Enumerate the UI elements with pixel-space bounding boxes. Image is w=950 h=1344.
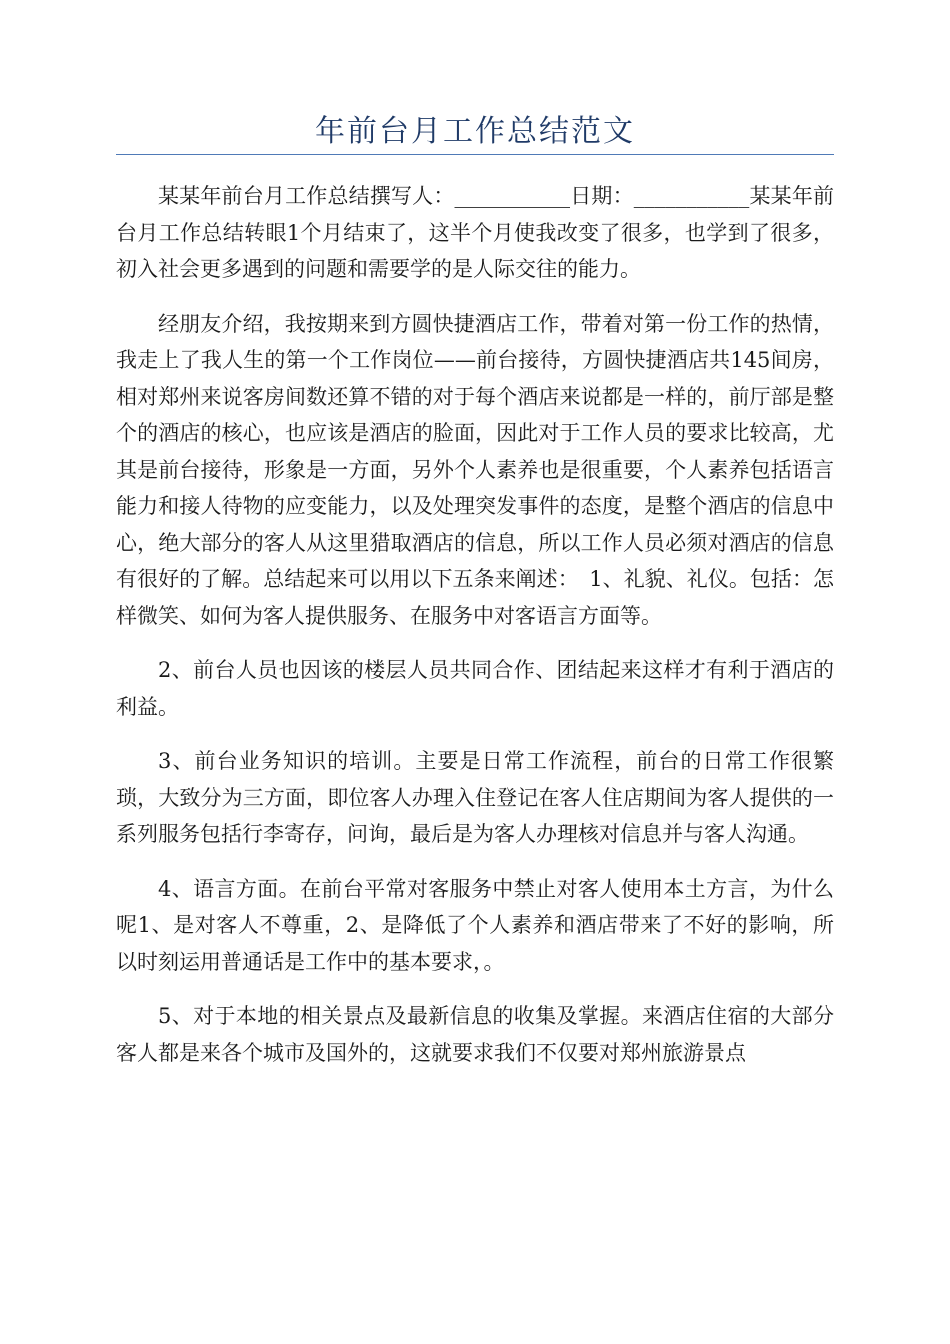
title-underline (116, 154, 834, 155)
paragraph-3: 2、前台人员也因该的楼层人员共同合作、团结起来这样才有利于酒店的利益。 (116, 658, 834, 719)
paragraph-5: 4、语言方面。在前台平常对客服务中禁止对客人使用本土方言，为什么呢1、是对客人不尊重，2、是降低了个人素养和酒店带来了不好的影响，所以时刻运用普通话是工作中的基本要求，。 (116, 876, 834, 974)
paragraph-1: 某某年前台月工作总结撰写人：___________日期：___________某某年前台月工作总结转眼1个月结束了，这半个月使我改变了很多，也学到了很多，初入社会更多遇到的问题和需要学的是人际交往的能力。 (116, 184, 834, 281)
document-title: 年前台月工作总结范文 (315, 114, 635, 149)
document-body (116, 178, 834, 1089)
paragraph-6: 5、对于本地的相关景点及最新信息的收集及掌握。来酒店住宿的大部分客人都是来各个城市及国外的，这就要求我们不仅要对郑州旅游景点 (116, 1004, 834, 1065)
paragraph-2: 经朋友介绍，我按期来到方圆快捷酒店工作，带着对第一份工作的热情，我走上了我人生的第一个工作岗位——前台接待，方圆快捷酒店共145间房，相对郑州来说客房间数还算不错的对于每个酒店来说都是一样的，前厅部是整个的酒店的核心，也应该是酒店的脸面，因此对于工作人员的要求比较高，尤其是前台接待，形象是一方面，另外个人素养也是很重要，个人素养包括语言能力和接人待物的应变能力，以及处理突发事件的态度，是整个酒店的信息中心，绝大部分的客人从这里猎取酒店的信息，所以工作人员必须对酒店的信息有很好的了解。总结起来可以用以下五条来阐述： 1、礼貌、礼仪。包括：怎样微笑、如何为客人提供服务、在服务中对客语言方面等。 (116, 311, 834, 628)
paragraph-4: 3、前台业务知识的培训。主要是日常工作流程，前台的日常工作很繁琐，大致分为三方面，即位客人办理入住登记在客人住店期间为客人提供的一系列服务包括行李寄存，问询，最后是为客人办理核对信息并与客人沟通。 (116, 749, 834, 846)
